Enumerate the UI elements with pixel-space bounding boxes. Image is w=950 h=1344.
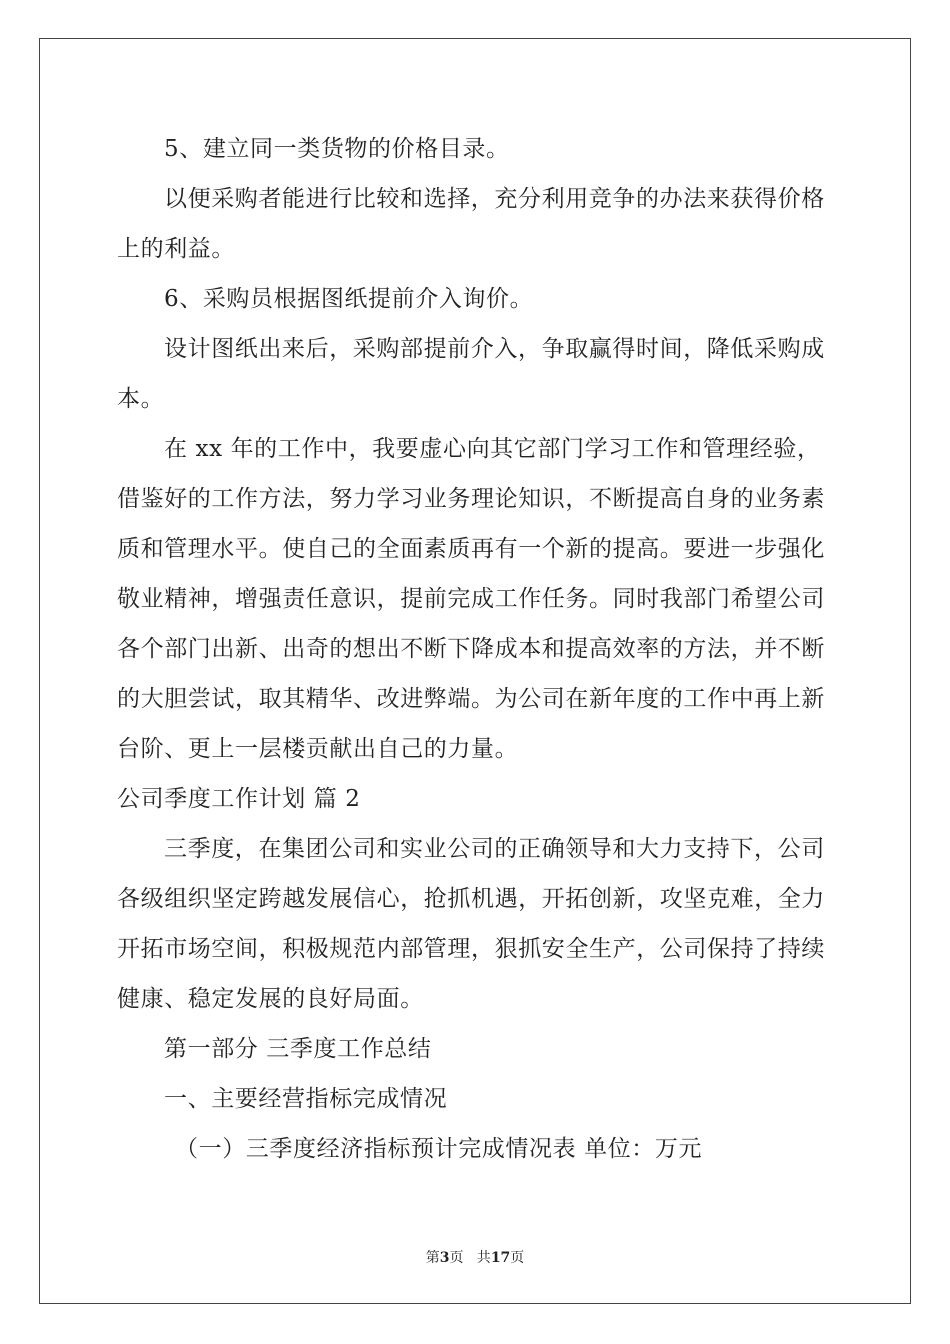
paragraph-line: 各个部门出新、出奇的想出不断下降成本和提高效率的方法，并不断	[117, 636, 825, 662]
paragraph-line: 各级组织坚定跨越发展信心，抢抓机遇，开拓创新，攻坚克难，全力	[117, 886, 825, 912]
paragraph-line: 健康、稳定发展的良好局面。	[117, 986, 424, 1012]
total-page-count: 17	[490, 1250, 511, 1266]
paragraph-line: 借鉴好的工作方法，努力学习业务理论知识，不断提高自身的业务素	[117, 486, 825, 512]
paragraph-line: 三季度，在集团公司和实业公司的正确领导和大力支持下，公司	[164, 836, 825, 862]
paragraph-line: 敬业精神，增强责任意识，提前完成工作任务。同时我部门希望公司	[117, 586, 825, 612]
footer-prefix: 第	[425, 1250, 440, 1266]
paragraph-line: 台阶、更上一层楼贡献出自己的力量。	[117, 736, 519, 762]
paragraph-line: 开拓市场空间，积极规范内部管理，狠抓安全生产，公司保持了持续	[117, 936, 825, 962]
table-caption: （一）三季度经济指标预计完成情况表 单位：万元	[175, 1136, 703, 1162]
paragraph-line: 的大胆尝试，取其精华、改进弊端。为公司在新年度的工作中再上新	[117, 686, 825, 712]
paragraph-line: 质和管理水平。使自己的全面素质再有一个新的提高。要进一步强化	[117, 536, 825, 562]
current-page-number: 3	[439, 1250, 450, 1266]
page-footer	[0, 1247, 950, 1267]
footer-suffix: 页	[510, 1250, 525, 1266]
paragraph-line: 5、建立同一类货物的价格目录。	[164, 136, 510, 162]
paragraph-line: 6、采购员根据图纸提前介入询价。	[164, 286, 534, 312]
paragraph-line: 在 xx 年的工作中，我要虚心向其它部门学习工作和管理经验，	[164, 436, 821, 462]
document-body	[117, 124, 833, 1174]
paragraph-line: 本。	[117, 386, 165, 412]
paragraph-line: 设计图纸出来后，采购部提前介入，争取赢得时间，降低采购成	[164, 336, 825, 362]
subsection-heading: 一、主要经营指标完成情况	[164, 1086, 448, 1112]
section-heading: 公司季度工作计划 篇 2	[117, 786, 361, 812]
part-heading: 第一部分 三季度工作总结	[164, 1036, 432, 1062]
paragraph-line: 上的利益。	[117, 236, 235, 262]
paragraph-line: 以便采购者能进行比较和选择，充分利用竞争的办法来获得价格	[164, 186, 825, 212]
footer-mid: 页 共	[449, 1250, 491, 1266]
